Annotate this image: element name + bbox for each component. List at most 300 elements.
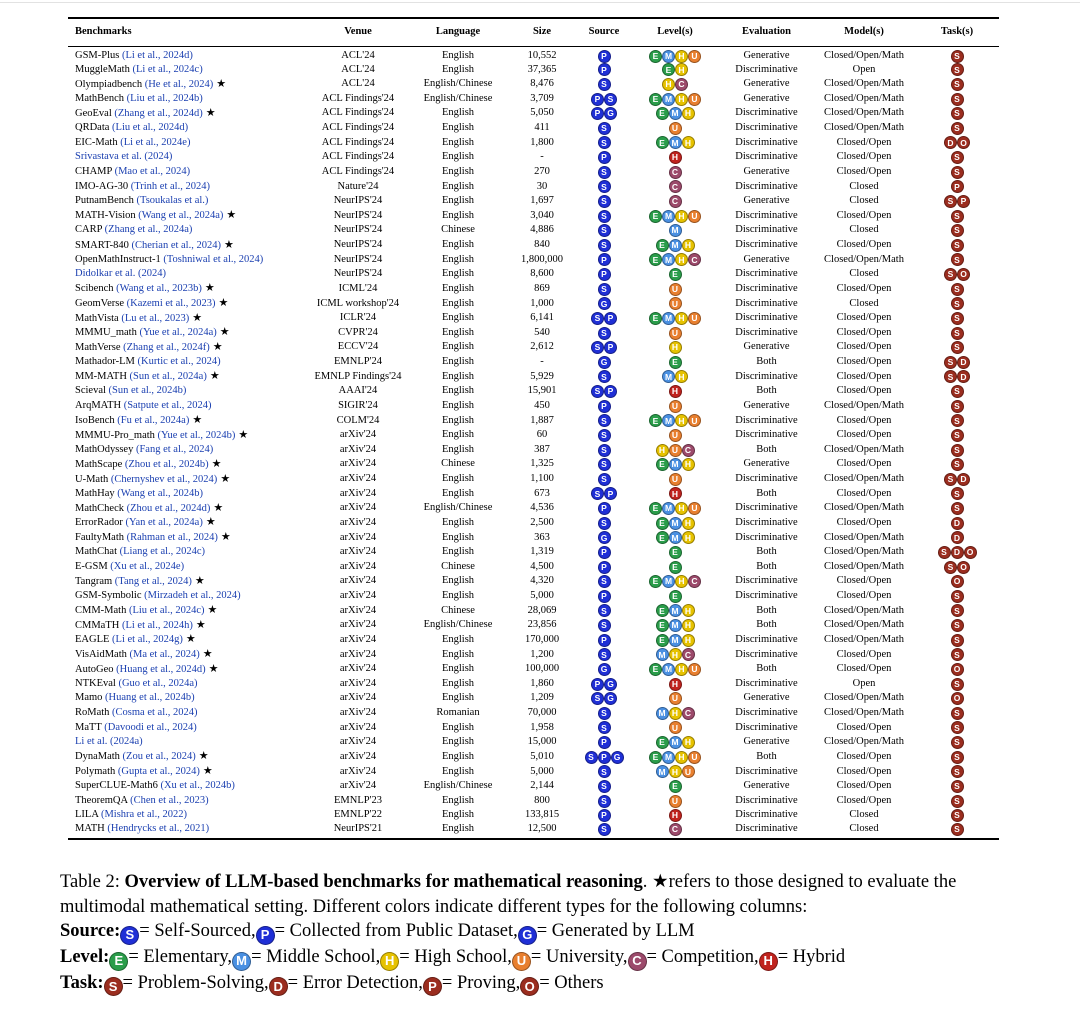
level-chip: M bbox=[662, 663, 675, 676]
citation-link[interactable]: (Liang et al., 2024c) bbox=[119, 546, 206, 558]
table-row bbox=[68, 443, 999, 458]
task-cell bbox=[915, 648, 999, 663]
source-cell bbox=[578, 399, 630, 414]
source-cell bbox=[578, 721, 630, 736]
citation-link[interactable]: (Li et al., 2024c) bbox=[132, 63, 203, 75]
venue-cell: ACL'24 bbox=[341, 63, 375, 75]
source-cell bbox=[578, 794, 630, 809]
venue-cell: arXiv'24 bbox=[339, 604, 377, 616]
size-cell: 2,612 bbox=[530, 341, 554, 353]
citation-link[interactable]: (Xu et al., 2024e) bbox=[110, 560, 185, 572]
level-chip: H bbox=[669, 678, 682, 691]
source-chip: S bbox=[591, 341, 604, 354]
language-cell: English bbox=[441, 268, 475, 280]
citation-link[interactable]: (Huang et al., 2024b) bbox=[105, 692, 195, 704]
task-cell bbox=[915, 194, 999, 209]
citation-link[interactable]: (Fu et al., 2024a) bbox=[117, 415, 190, 427]
citation-link[interactable]: Srivastava et al. (2024) bbox=[75, 151, 173, 163]
task-cell bbox=[915, 46, 999, 63]
table-row bbox=[68, 340, 999, 355]
task-chip: S bbox=[951, 780, 964, 793]
size-cell: 1,958 bbox=[530, 721, 554, 733]
benchmark-name: Tangram bbox=[75, 575, 113, 587]
task-cell bbox=[915, 238, 999, 253]
level-cell bbox=[630, 297, 720, 312]
task-chip: S bbox=[951, 678, 964, 691]
models-cell: Closed/Open bbox=[836, 341, 892, 353]
language-cell: English bbox=[441, 736, 475, 748]
size-cell: 6,141 bbox=[530, 312, 554, 324]
caption-title: Overview of LLM-based benchmarks for mathematical reasoning bbox=[124, 872, 643, 892]
legend-chip: G bbox=[518, 926, 537, 945]
level-cell bbox=[630, 823, 720, 839]
venue-cell: arXiv'24 bbox=[339, 736, 377, 748]
citation-link[interactable]: (Zhang et al., 2024d) bbox=[114, 107, 203, 119]
benchmark-name: MM-MATH bbox=[75, 371, 127, 383]
legend-text: = High School, bbox=[399, 946, 512, 967]
source-cell bbox=[578, 223, 630, 238]
level-cell bbox=[630, 165, 720, 180]
source-cell bbox=[578, 136, 630, 151]
citation-link[interactable]: (Sun et al., 2024b) bbox=[108, 385, 187, 397]
source-chip: G bbox=[604, 692, 617, 705]
benchmark-name: CHAMP bbox=[75, 165, 112, 177]
venue-cell: EMNLP Findings'24 bbox=[314, 370, 402, 382]
level-chip: M bbox=[669, 458, 682, 471]
language-cell: English bbox=[441, 633, 475, 645]
venue-cell: arXiv'24 bbox=[339, 721, 377, 733]
level-chip: E bbox=[649, 575, 662, 588]
evaluation-cell: Generative bbox=[743, 780, 790, 792]
source-chip: P bbox=[604, 487, 617, 500]
col-header: Size bbox=[506, 18, 578, 46]
col-header: Task(s) bbox=[915, 18, 999, 46]
citation-link[interactable]: (Zhang et al., 2024f) bbox=[123, 341, 210, 353]
table-row bbox=[68, 180, 999, 195]
source-chip: S bbox=[598, 575, 611, 588]
citation-link[interactable]: (Mirzadeh et al., 2024) bbox=[144, 590, 241, 602]
task-chip: O bbox=[951, 575, 964, 588]
models-cell: Closed/Open bbox=[836, 414, 892, 426]
table-row bbox=[68, 662, 999, 677]
evaluation-cell: Discriminative bbox=[735, 794, 798, 806]
citation-link[interactable]: (Hendrycks et al., 2021) bbox=[107, 823, 210, 835]
benchmark-cell bbox=[68, 194, 306, 209]
source-cell bbox=[578, 516, 630, 531]
level-cell bbox=[630, 209, 720, 224]
citation-link[interactable]: (Wang et al., 2023b) bbox=[116, 283, 202, 295]
level-chip: C bbox=[669, 180, 682, 193]
citation-link[interactable]: (Cosma et al., 2024) bbox=[112, 707, 198, 719]
citation-link[interactable]: (Satpute et al., 2024) bbox=[123, 399, 212, 411]
task-cell bbox=[915, 662, 999, 677]
task-chip: P bbox=[957, 195, 970, 208]
citation-link[interactable]: (Rahman et al., 2024) bbox=[126, 532, 218, 544]
citation-link[interactable]: (He et al., 2024) bbox=[144, 78, 214, 90]
source-chip: S bbox=[598, 180, 611, 193]
source-chip: S bbox=[591, 692, 604, 705]
benchmark-cell bbox=[68, 209, 306, 224]
level-chip: M bbox=[669, 736, 682, 749]
language-cell: English bbox=[441, 765, 475, 777]
venue-cell: ICML workshop'24 bbox=[316, 297, 400, 309]
col-header: Level(s) bbox=[630, 18, 720, 46]
source-chip: S bbox=[598, 444, 611, 457]
table-row bbox=[68, 106, 999, 121]
level-chip: H bbox=[675, 575, 688, 588]
level-chip: M bbox=[669, 531, 682, 544]
venue-cell: ICLR'24 bbox=[339, 312, 377, 324]
venue-cell: Nature'24 bbox=[337, 180, 379, 192]
source-cell bbox=[578, 443, 630, 458]
citation-link[interactable]: (Wang et al., 2024a) bbox=[138, 210, 224, 222]
benchmark-cell bbox=[68, 545, 306, 560]
table-row bbox=[68, 779, 999, 794]
size-cell: 23,856 bbox=[527, 619, 557, 631]
level-cell bbox=[630, 794, 720, 809]
citation-link[interactable]: (Zhou et al., 2024b) bbox=[124, 458, 209, 470]
source-chip: S bbox=[598, 765, 611, 778]
source-chip: S bbox=[598, 195, 611, 208]
venue-cell: AAAI'24 bbox=[338, 385, 378, 397]
size-cell: 1,325 bbox=[530, 458, 554, 470]
citation-link[interactable]: (Yue et al., 2024a) bbox=[139, 327, 217, 339]
citation-link[interactable]: (Zou et al., 2024) bbox=[122, 751, 196, 763]
benchmark-cell bbox=[68, 662, 306, 677]
level-cell bbox=[630, 63, 720, 78]
evaluation-cell: Discriminative bbox=[735, 151, 798, 163]
source-chip: P bbox=[591, 93, 604, 106]
size-cell: 133,815 bbox=[524, 809, 560, 821]
benchmark-name: OpenMathInstruct-1 bbox=[75, 253, 161, 265]
citation-link[interactable]: (Ma et al., 2024) bbox=[129, 649, 200, 661]
citation-link[interactable]: (Zhang et al., 2024a) bbox=[104, 224, 193, 236]
benchmark-name: Mamo bbox=[75, 692, 103, 704]
task-chip: O bbox=[957, 561, 970, 574]
level-cell bbox=[630, 223, 720, 238]
level-chip: M bbox=[669, 107, 682, 120]
evaluation-cell: Discriminative bbox=[735, 531, 798, 543]
level-chip: H bbox=[675, 370, 688, 383]
citation-link[interactable]: (Mao et al., 2024) bbox=[114, 165, 191, 177]
table-row bbox=[68, 487, 999, 502]
level-chip: H bbox=[682, 634, 695, 647]
level-chip: E bbox=[669, 356, 682, 369]
level-chip: E bbox=[649, 414, 662, 427]
venue-cell: arXiv'24 bbox=[339, 546, 377, 558]
benchmark-cell bbox=[68, 735, 306, 750]
citation-link[interactable]: (Davoodi et al., 2024) bbox=[104, 721, 197, 733]
citation-link[interactable]: (Wang et al., 2024b) bbox=[117, 487, 204, 499]
level-chip: C bbox=[669, 823, 682, 836]
task-cell bbox=[915, 180, 999, 195]
level-chip: H bbox=[656, 444, 669, 457]
citation-link[interactable]: Li et al. (2024a) bbox=[75, 736, 143, 748]
models-cell: Closed/Open bbox=[836, 136, 892, 148]
venue-cell: EMNLP'22 bbox=[334, 809, 382, 821]
models-cell: Closed/Open bbox=[836, 575, 892, 587]
language-cell: Romanian bbox=[436, 707, 480, 719]
citation-link[interactable]: (Gupta et al., 2024) bbox=[117, 766, 200, 778]
size-cell: 28,069 bbox=[527, 604, 557, 616]
level-cell bbox=[630, 136, 720, 151]
citation-link[interactable]: (Lu et al., 2023) bbox=[121, 312, 190, 324]
task-chip: S bbox=[951, 736, 964, 749]
table-row bbox=[68, 77, 999, 92]
task-chip: S bbox=[951, 224, 964, 237]
citation-link[interactable]: (Zhou et al., 2024d) bbox=[126, 502, 211, 514]
level-chip: U bbox=[688, 663, 701, 676]
citation-link[interactable]: (Chernyshev et al., 2024) bbox=[110, 473, 218, 485]
level-chip: H bbox=[682, 107, 695, 120]
source-chip: P bbox=[598, 400, 611, 413]
citation-link[interactable]: (Tsoukalas et al.) bbox=[136, 195, 209, 207]
task-chip: S bbox=[951, 341, 964, 354]
citation-link[interactable]: (Yan et al., 2024a) bbox=[125, 517, 203, 529]
source-chip: G bbox=[611, 751, 624, 764]
size-cell: 4,500 bbox=[530, 560, 554, 572]
multimodal-star-icon: ★ bbox=[202, 765, 213, 778]
venue-cell: COLM'24 bbox=[336, 414, 380, 426]
citation-link[interactable]: (Trinh et al., 2024) bbox=[130, 180, 210, 192]
models-cell: Closed/Open bbox=[836, 648, 892, 660]
level-cell bbox=[630, 750, 720, 765]
evaluation-cell: Generative bbox=[743, 399, 790, 411]
evaluation-cell: Discriminative bbox=[735, 765, 798, 777]
table-row bbox=[68, 253, 999, 268]
source-cell bbox=[578, 267, 630, 282]
citation-link[interactable]: (Cherian et al., 2024) bbox=[131, 239, 221, 251]
venue-cell: CVPR'24 bbox=[338, 326, 378, 338]
table-row bbox=[68, 136, 999, 151]
level-cell bbox=[630, 735, 720, 750]
citation-link[interactable]: (Tang et al., 2024) bbox=[114, 575, 192, 587]
citation-link[interactable]: (Xu et al., 2024b) bbox=[160, 780, 235, 792]
citation-link[interactable]: (Yue et al., 2024b) bbox=[157, 429, 236, 441]
table-row bbox=[68, 721, 999, 736]
benchmark-cell bbox=[68, 253, 306, 268]
citation-link[interactable]: (Toshniwal et al., 2024) bbox=[163, 253, 264, 265]
task-chip: S bbox=[951, 487, 964, 500]
citation-link[interactable]: (Liu et al., 2024c) bbox=[128, 605, 205, 617]
level-cell bbox=[630, 370, 720, 385]
task-chip: S bbox=[951, 795, 964, 808]
level-cell bbox=[630, 414, 720, 429]
source-cell bbox=[578, 823, 630, 839]
venue-cell: arXiv'24 bbox=[339, 633, 377, 645]
source-cell bbox=[578, 238, 630, 253]
task-cell bbox=[915, 253, 999, 268]
source-cell bbox=[578, 808, 630, 823]
venue-cell: arXiv'24 bbox=[339, 502, 377, 514]
source-chip: G bbox=[604, 107, 617, 120]
language-cell: English bbox=[441, 195, 475, 207]
table-row bbox=[68, 209, 999, 224]
language-cell: English bbox=[441, 122, 475, 134]
source-cell bbox=[578, 282, 630, 297]
citation-link[interactable]: Didolkar et al. (2024) bbox=[75, 268, 166, 280]
language-cell: English/Chinese bbox=[423, 502, 493, 514]
legend-text: = Proving, bbox=[441, 972, 521, 993]
level-cell bbox=[630, 648, 720, 663]
citation-link[interactable]: (Chen et al., 2023) bbox=[130, 794, 209, 806]
source-chip: S bbox=[585, 751, 598, 764]
size-cell: 5,929 bbox=[530, 370, 554, 382]
venue-cell: ACL Findings'24 bbox=[321, 165, 395, 177]
table-body bbox=[68, 46, 999, 839]
task-cell bbox=[915, 472, 999, 487]
task-cell bbox=[915, 77, 999, 92]
models-cell: Closed/Open/Math bbox=[824, 399, 904, 411]
col-header: Model(s) bbox=[813, 18, 915, 46]
legend-chip: S bbox=[120, 926, 139, 945]
benchmark-name: MATH-Vision bbox=[75, 210, 136, 222]
size-cell: 1,209 bbox=[530, 692, 554, 704]
source-cell bbox=[578, 209, 630, 224]
task-chip: O bbox=[957, 268, 970, 281]
citation-link[interactable]: (Fang et al., 2024) bbox=[135, 443, 214, 455]
level-chip: E bbox=[656, 604, 669, 617]
task-cell bbox=[915, 750, 999, 765]
task-chip: S bbox=[951, 122, 964, 135]
models-cell: Closed/Open/Math bbox=[824, 633, 904, 645]
evaluation-cell: Both bbox=[756, 560, 777, 572]
task-cell bbox=[915, 516, 999, 531]
models-cell: Closed/Open/Math bbox=[824, 92, 904, 104]
task-chip: S bbox=[951, 400, 964, 413]
venue-cell: NeurIPS'21 bbox=[306, 823, 410, 839]
evaluation-cell: Generative bbox=[743, 49, 790, 61]
task-chip: S bbox=[951, 458, 964, 471]
benchmark-name: NTKEval bbox=[75, 677, 116, 689]
legend-text: = Competition, bbox=[646, 946, 759, 967]
language-cell: English bbox=[441, 312, 475, 324]
models-cell: Closed/Open bbox=[836, 385, 892, 397]
level-chip: H bbox=[662, 78, 675, 91]
venue-cell: ECCV'24 bbox=[337, 341, 379, 353]
task-cell bbox=[915, 326, 999, 341]
table-row bbox=[68, 589, 999, 604]
benchmark-name: ErrorRador bbox=[75, 517, 123, 529]
benchmark-name: MathChat bbox=[75, 546, 117, 558]
source-chip: S bbox=[604, 93, 617, 106]
task-cell bbox=[915, 165, 999, 180]
citation-link[interactable]: (Li et al., 2024g) bbox=[112, 634, 183, 646]
citation-link[interactable]: (Mishra et al., 2022) bbox=[100, 809, 187, 821]
citation-link[interactable]: (Huang et al., 2024d) bbox=[116, 663, 206, 675]
col-header: Language bbox=[410, 18, 506, 46]
legend-label: Level: bbox=[60, 946, 110, 967]
citation-link[interactable]: (Liu et al., 2024b) bbox=[126, 92, 203, 104]
language-cell: English bbox=[441, 750, 475, 762]
models-cell: Closed bbox=[849, 224, 879, 236]
source-chip: S bbox=[598, 517, 611, 530]
task-cell bbox=[915, 735, 999, 750]
benchmark-name: Olympiadbench bbox=[75, 78, 143, 90]
evaluation-cell: Discriminative bbox=[735, 268, 798, 280]
table-row bbox=[68, 46, 999, 63]
size-cell: 4,886 bbox=[530, 224, 554, 236]
table-row bbox=[68, 223, 999, 238]
benchmark-cell bbox=[68, 443, 306, 458]
benchmark-cell bbox=[68, 648, 306, 663]
source-chip: S bbox=[598, 648, 611, 661]
multimodal-star-icon: ★ bbox=[192, 414, 203, 427]
level-chip: U bbox=[688, 414, 701, 427]
evaluation-cell: Discriminative bbox=[735, 516, 798, 528]
language-cell: English bbox=[441, 721, 475, 733]
task-chip: S bbox=[944, 195, 957, 208]
table-row bbox=[68, 516, 999, 531]
level-chip: E bbox=[649, 253, 662, 266]
level-cell bbox=[630, 604, 720, 619]
level-chip: H bbox=[682, 239, 695, 252]
venue-cell: arXiv'24 bbox=[339, 473, 377, 485]
level-chip: H bbox=[669, 385, 682, 398]
level-chip: H bbox=[669, 487, 682, 500]
evaluation-cell: Generative bbox=[743, 165, 790, 177]
benchmark-cell bbox=[68, 721, 306, 736]
citation-link[interactable]: (Li et al., 2024h) bbox=[121, 619, 193, 631]
citation-link[interactable]: (Kazemi et al., 2023) bbox=[126, 298, 216, 310]
level-chip: U bbox=[669, 473, 682, 486]
source-chip: S bbox=[598, 429, 611, 442]
citation-link[interactable]: (Liu et al., 2024d) bbox=[112, 122, 189, 134]
source-chip: S bbox=[598, 414, 611, 427]
venue-cell: ACL Findings'24 bbox=[321, 92, 395, 104]
level-cell bbox=[630, 46, 720, 63]
table-row bbox=[68, 823, 999, 839]
source-chip: G bbox=[598, 356, 611, 369]
level-chip: H bbox=[669, 809, 682, 822]
language-cell: English bbox=[441, 165, 475, 177]
level-chip: E bbox=[649, 663, 662, 676]
citation-link[interactable]: (Guo et al., 2024a) bbox=[118, 677, 198, 689]
citation-link[interactable]: (Li et al., 2024d) bbox=[121, 49, 193, 61]
size-cell: - bbox=[540, 356, 544, 368]
legend-chip: H bbox=[759, 952, 778, 971]
task-cell bbox=[915, 560, 999, 575]
level-chip: E bbox=[669, 268, 682, 281]
task-cell bbox=[915, 677, 999, 692]
source-cell bbox=[578, 648, 630, 663]
caption-star-note: ★refers to those designed to evaluate the multimodal mathematical setting. Different colors indicate different types for the following columns: bbox=[60, 872, 957, 917]
evaluation-cell: Discriminative bbox=[735, 677, 798, 689]
benchmark-name: CMM-Math bbox=[75, 605, 127, 617]
citation-link[interactable]: (Kurtic et al., 2024) bbox=[137, 356, 221, 368]
source-chip: S bbox=[598, 78, 611, 91]
source-chip: G bbox=[598, 663, 611, 676]
legend-chip: P bbox=[423, 977, 442, 996]
models-cell: Closed/Open/Math bbox=[824, 531, 904, 543]
venue-cell: NeurIPS'24 bbox=[333, 224, 383, 236]
venue-cell: SIGIR'24 bbox=[338, 399, 378, 411]
level-chip: M bbox=[662, 93, 675, 106]
venue-cell: NeurIPS'24 bbox=[333, 209, 383, 221]
venue-cell: arXiv'24 bbox=[339, 663, 377, 675]
citation-link[interactable]: (Sun et al., 2024a) bbox=[129, 371, 207, 383]
language-cell: English bbox=[441, 209, 475, 221]
task-chip: S bbox=[951, 707, 964, 720]
language-cell: English bbox=[441, 487, 475, 499]
task-chip: S bbox=[951, 297, 964, 310]
citation-link[interactable]: (Li et al., 2024e) bbox=[120, 136, 191, 148]
table-row bbox=[68, 677, 999, 692]
size-cell: 3,709 bbox=[530, 92, 554, 104]
language-cell: Chinese bbox=[441, 458, 475, 470]
multimodal-star-icon: ★ bbox=[204, 282, 215, 295]
source-chip: S bbox=[598, 721, 611, 734]
